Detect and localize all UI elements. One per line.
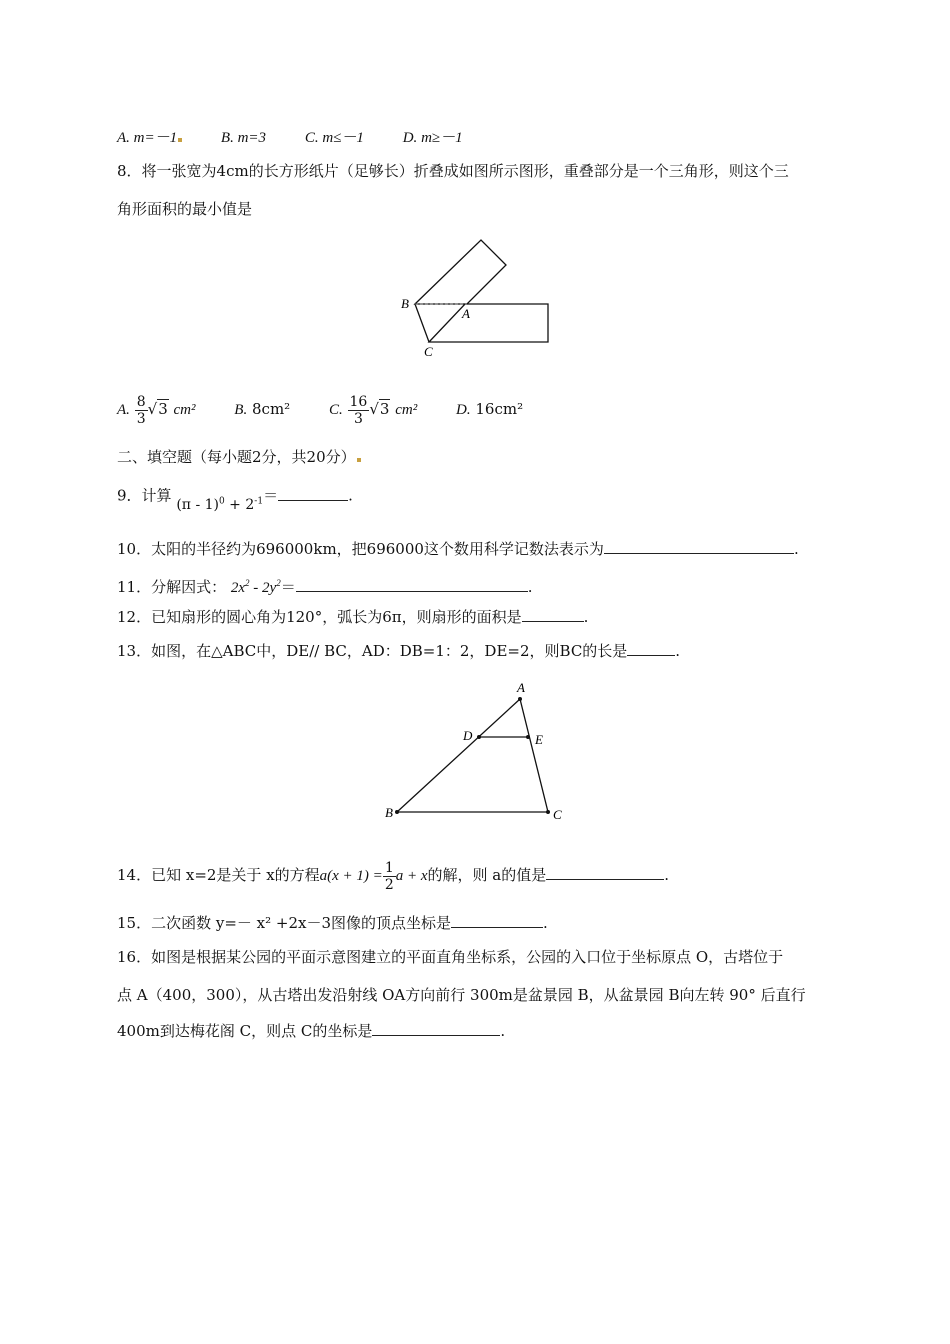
q13-label-e: E [535, 732, 543, 747]
q8-label-a: A [462, 306, 470, 321]
q8-fold-bc [415, 304, 429, 342]
q14-answer-blank[interactable] [546, 865, 664, 880]
q9-answer-blank[interactable] [278, 486, 348, 501]
q10-answer-blank[interactable] [604, 539, 794, 554]
q8-tilted-strip [415, 240, 506, 304]
q13-answer-blank[interactable] [627, 641, 675, 656]
q15-answer-blank[interactable] [451, 913, 543, 928]
q7-option-b: B. m=3 [220, 130, 267, 146]
q8-fold-figure [390, 232, 560, 362]
edit-mark-icon [357, 458, 361, 462]
q13: 13．如图，在△ABC中，DE// BC，AD：DB=1：2，DE=2，则BC的长是 . [117, 642, 681, 660]
q12-answer-blank[interactable] [522, 607, 584, 622]
q8-label-c: C [424, 344, 433, 359]
q8-text-line1: 8．将一张宽为4cm的长方形纸片（足够长）折叠成如图所示图形，重叠部分是一个三角形，则这个三 [117, 162, 789, 180]
q8-text-line2: 角形面积的最小值是 [117, 200, 253, 218]
q13-label-b: B [385, 805, 393, 820]
q10: 10．太阳的半径约为696000km，把696000这个数用科学记数法表示为 . [117, 540, 799, 558]
q8-option-d: D. 16cm² [456, 400, 524, 418]
q9: 9．计算 $(\pi - 1)^0 + 2^{-1}=$ . [117, 486, 353, 513]
q7-option-c: C. m≤－1 [304, 130, 364, 146]
triangle-abc [397, 699, 548, 812]
q8-horizontal-strip [429, 304, 548, 342]
q8-option-a: A. $\frac{8}{3}$ √3 cm² [117, 393, 196, 427]
q16-answer-blank[interactable] [372, 1021, 500, 1036]
q12: 12．已知扇形的圆心角为120°，弧长为6π，则扇形的面积是 . [117, 608, 589, 626]
q13-triangle-figure [380, 676, 570, 826]
section-title: 二、填空题（每小题2分，共20分） [117, 446, 361, 468]
q11-answer-blank[interactable] [296, 577, 528, 592]
q13-label-a: A [517, 680, 525, 695]
q11: 11．分解因式： $2x^2 - 2y^2=$ . [117, 578, 533, 596]
q7-option-a: A. m=－1 [117, 127, 182, 149]
q16-line3: 400m到达梅花阁 C，则点 C的坐标是 . [117, 1022, 506, 1040]
q7-option-d: D. m≥－1 [402, 130, 463, 146]
q15: 15．二次函数 y=－ x² +2x－3图像的顶点坐标是 . [117, 914, 548, 932]
q8-options [117, 390, 557, 429]
q16-line2: 点 A（400，300），从古塔出发沿射线 OA方向前行 300m是盆景园 B，从盆景园 B向左转 90° 后直行 [117, 986, 806, 1004]
q8-label-b: B [401, 296, 409, 311]
q8-option-c: C. $\frac{16}{3}$ √3 cm² [328, 393, 418, 427]
edit-mark-icon [178, 138, 182, 142]
q7-options [117, 126, 497, 149]
q16-line1: 16．如图是根据某公园的平面示意图建立的平面直角坐标系，公园的入口位于坐标原点 O，古塔位于 [117, 948, 784, 966]
q13-label-d: D [463, 728, 473, 743]
q13-label-c: C [553, 807, 562, 822]
q8-option-b: B. 8cm² [234, 400, 291, 418]
q14: 14．已知 x=2是关于 x的方程a(x + 1) = $\frac{1}{2}$ a + x的解，则 a的值是 . [117, 859, 670, 893]
